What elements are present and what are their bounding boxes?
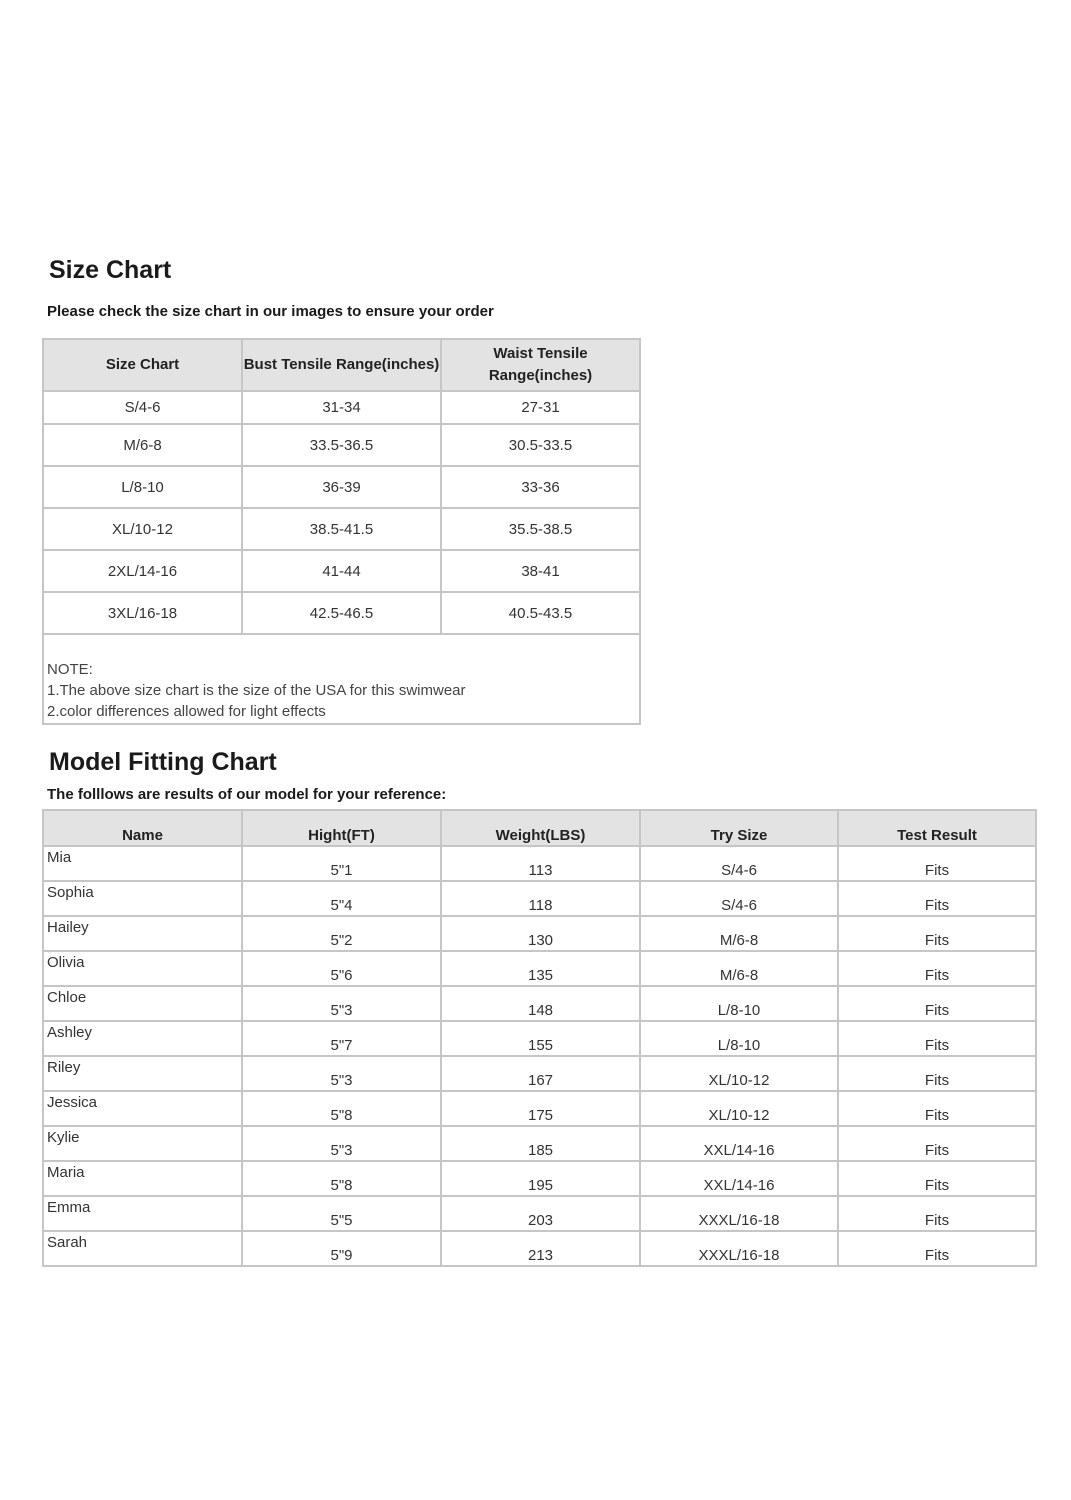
waist-cell: 27-31	[441, 391, 640, 424]
size-chart-subtitle: Please check the size chart in our images to ensure your order	[47, 303, 494, 320]
size-chart-table	[42, 338, 641, 725]
header-waist: Waist Tensile Range(inches)	[441, 339, 640, 391]
name-cell: Emma	[43, 1196, 242, 1231]
weight-cell: 203	[441, 1196, 640, 1231]
table-row	[43, 550, 640, 592]
height-cell: 5"7	[242, 1021, 441, 1056]
result-cell: Fits	[838, 846, 1036, 881]
result-cell: Fits	[838, 881, 1036, 916]
size-chart-header-row	[43, 339, 640, 391]
try-size-cell: XL/10-12	[640, 1091, 838, 1126]
try-size-cell: S/4-6	[640, 846, 838, 881]
header-bust: Bust Tensile Range(inches)	[242, 339, 441, 391]
table-row	[43, 391, 640, 424]
name-cell: Mia	[43, 846, 242, 881]
result-cell: Fits	[838, 986, 1036, 1021]
note-line-1: 1.The above size chart is the size of the USA for this swimwear	[47, 682, 466, 699]
weight-cell: 175	[441, 1091, 640, 1126]
try-size-cell: XXXL/16-18	[640, 1196, 838, 1231]
result-cell: Fits	[838, 1196, 1036, 1231]
table-row	[43, 466, 640, 508]
table-row	[43, 1196, 1036, 1231]
try-size-cell: XXXL/16-18	[640, 1231, 838, 1266]
table-row	[43, 508, 640, 550]
table-row	[43, 1161, 1036, 1196]
weight-cell: 118	[441, 881, 640, 916]
name-cell: Chloe	[43, 986, 242, 1021]
result-cell: Fits	[838, 1091, 1036, 1126]
try-size-cell: XXL/14-16	[640, 1126, 838, 1161]
table-row	[43, 592, 640, 634]
try-size-cell: M/6-8	[640, 951, 838, 986]
size-cell: XL/10-12	[43, 508, 242, 550]
table-row	[43, 916, 1036, 951]
bust-cell: 38.5-41.5	[242, 508, 441, 550]
bust-cell: 36-39	[242, 466, 441, 508]
result-cell: Fits	[838, 1161, 1036, 1196]
note-row	[43, 634, 640, 724]
size-cell: 2XL/14-16	[43, 550, 242, 592]
size-chart-note	[43, 634, 640, 724]
result-cell: Fits	[838, 1056, 1036, 1091]
result-cell: Fits	[838, 1231, 1036, 1266]
name-cell: Sophia	[43, 881, 242, 916]
result-cell: Fits	[838, 1021, 1036, 1056]
height-cell: 5"6	[242, 951, 441, 986]
bust-cell: 33.5-36.5	[242, 424, 441, 466]
name-cell: Maria	[43, 1161, 242, 1196]
height-cell: 5"4	[242, 881, 441, 916]
try-size-cell: XXL/14-16	[640, 1161, 838, 1196]
name-cell: Hailey	[43, 916, 242, 951]
waist-cell: 30.5-33.5	[441, 424, 640, 466]
size-cell: M/6-8	[43, 424, 242, 466]
try-size-cell: L/8-10	[640, 986, 838, 1021]
table-row	[43, 1231, 1036, 1266]
size-cell: S/4-6	[43, 391, 242, 424]
note-line-2: 2.color differences allowed for light effects	[47, 703, 326, 720]
bust-cell: 42.5-46.5	[242, 592, 441, 634]
table-row	[43, 1126, 1036, 1161]
waist-cell: 38-41	[441, 550, 640, 592]
size-chart-title: Size Chart	[49, 256, 172, 284]
waist-cell: 33-36	[441, 466, 640, 508]
model-fitting-title: Model Fitting Chart	[49, 748, 277, 776]
table-row	[43, 986, 1036, 1021]
header-try-size: Try Size	[640, 810, 838, 846]
height-cell: 5"3	[242, 986, 441, 1021]
table-row	[43, 951, 1036, 986]
height-cell: 5"9	[242, 1231, 441, 1266]
size-cell: L/8-10	[43, 466, 242, 508]
header-test-result: Test Result	[838, 810, 1036, 846]
table-row	[43, 1021, 1036, 1056]
weight-cell: 130	[441, 916, 640, 951]
bust-cell: 31-34	[242, 391, 441, 424]
name-cell: Riley	[43, 1056, 242, 1091]
height-cell: 5"8	[242, 1091, 441, 1126]
model-header-row	[43, 810, 1036, 846]
result-cell: Fits	[838, 916, 1036, 951]
note-label: NOTE:	[47, 661, 93, 678]
table-row	[43, 424, 640, 466]
table-row	[43, 1056, 1036, 1091]
table-row	[43, 881, 1036, 916]
weight-cell: 148	[441, 986, 640, 1021]
name-cell: Ashley	[43, 1021, 242, 1056]
height-cell: 5"3	[242, 1126, 441, 1161]
header-height: Hight(FT)	[242, 810, 441, 846]
name-cell: Olivia	[43, 951, 242, 986]
size-cell: 3XL/16-18	[43, 592, 242, 634]
weight-cell: 185	[441, 1126, 640, 1161]
name-cell: Kylie	[43, 1126, 242, 1161]
result-cell: Fits	[838, 1126, 1036, 1161]
try-size-cell: S/4-6	[640, 881, 838, 916]
weight-cell: 167	[441, 1056, 640, 1091]
header-name: Name	[43, 810, 242, 846]
try-size-cell: XL/10-12	[640, 1056, 838, 1091]
height-cell: 5"8	[242, 1161, 441, 1196]
table-row	[43, 846, 1036, 881]
height-cell: 5"1	[242, 846, 441, 881]
try-size-cell: M/6-8	[640, 916, 838, 951]
height-cell: 5"3	[242, 1056, 441, 1091]
model-fitting-subtitle: The folllows are results of our model for your reference:	[47, 786, 447, 803]
bust-cell: 41-44	[242, 550, 441, 592]
height-cell: 5"2	[242, 916, 441, 951]
weight-cell: 113	[441, 846, 640, 881]
model-fitting-table	[42, 809, 1037, 1267]
try-size-cell: L/8-10	[640, 1021, 838, 1056]
header-size: Size Chart	[43, 339, 242, 391]
table-row	[43, 1091, 1036, 1126]
weight-cell: 195	[441, 1161, 640, 1196]
waist-cell: 35.5-38.5	[441, 508, 640, 550]
waist-cell: 40.5-43.5	[441, 592, 640, 634]
height-cell: 5"5	[242, 1196, 441, 1231]
result-cell: Fits	[838, 951, 1036, 986]
header-weight: Weight(LBS)	[441, 810, 640, 846]
name-cell: Sarah	[43, 1231, 242, 1266]
weight-cell: 155	[441, 1021, 640, 1056]
weight-cell: 213	[441, 1231, 640, 1266]
name-cell: Jessica	[43, 1091, 242, 1126]
weight-cell: 135	[441, 951, 640, 986]
